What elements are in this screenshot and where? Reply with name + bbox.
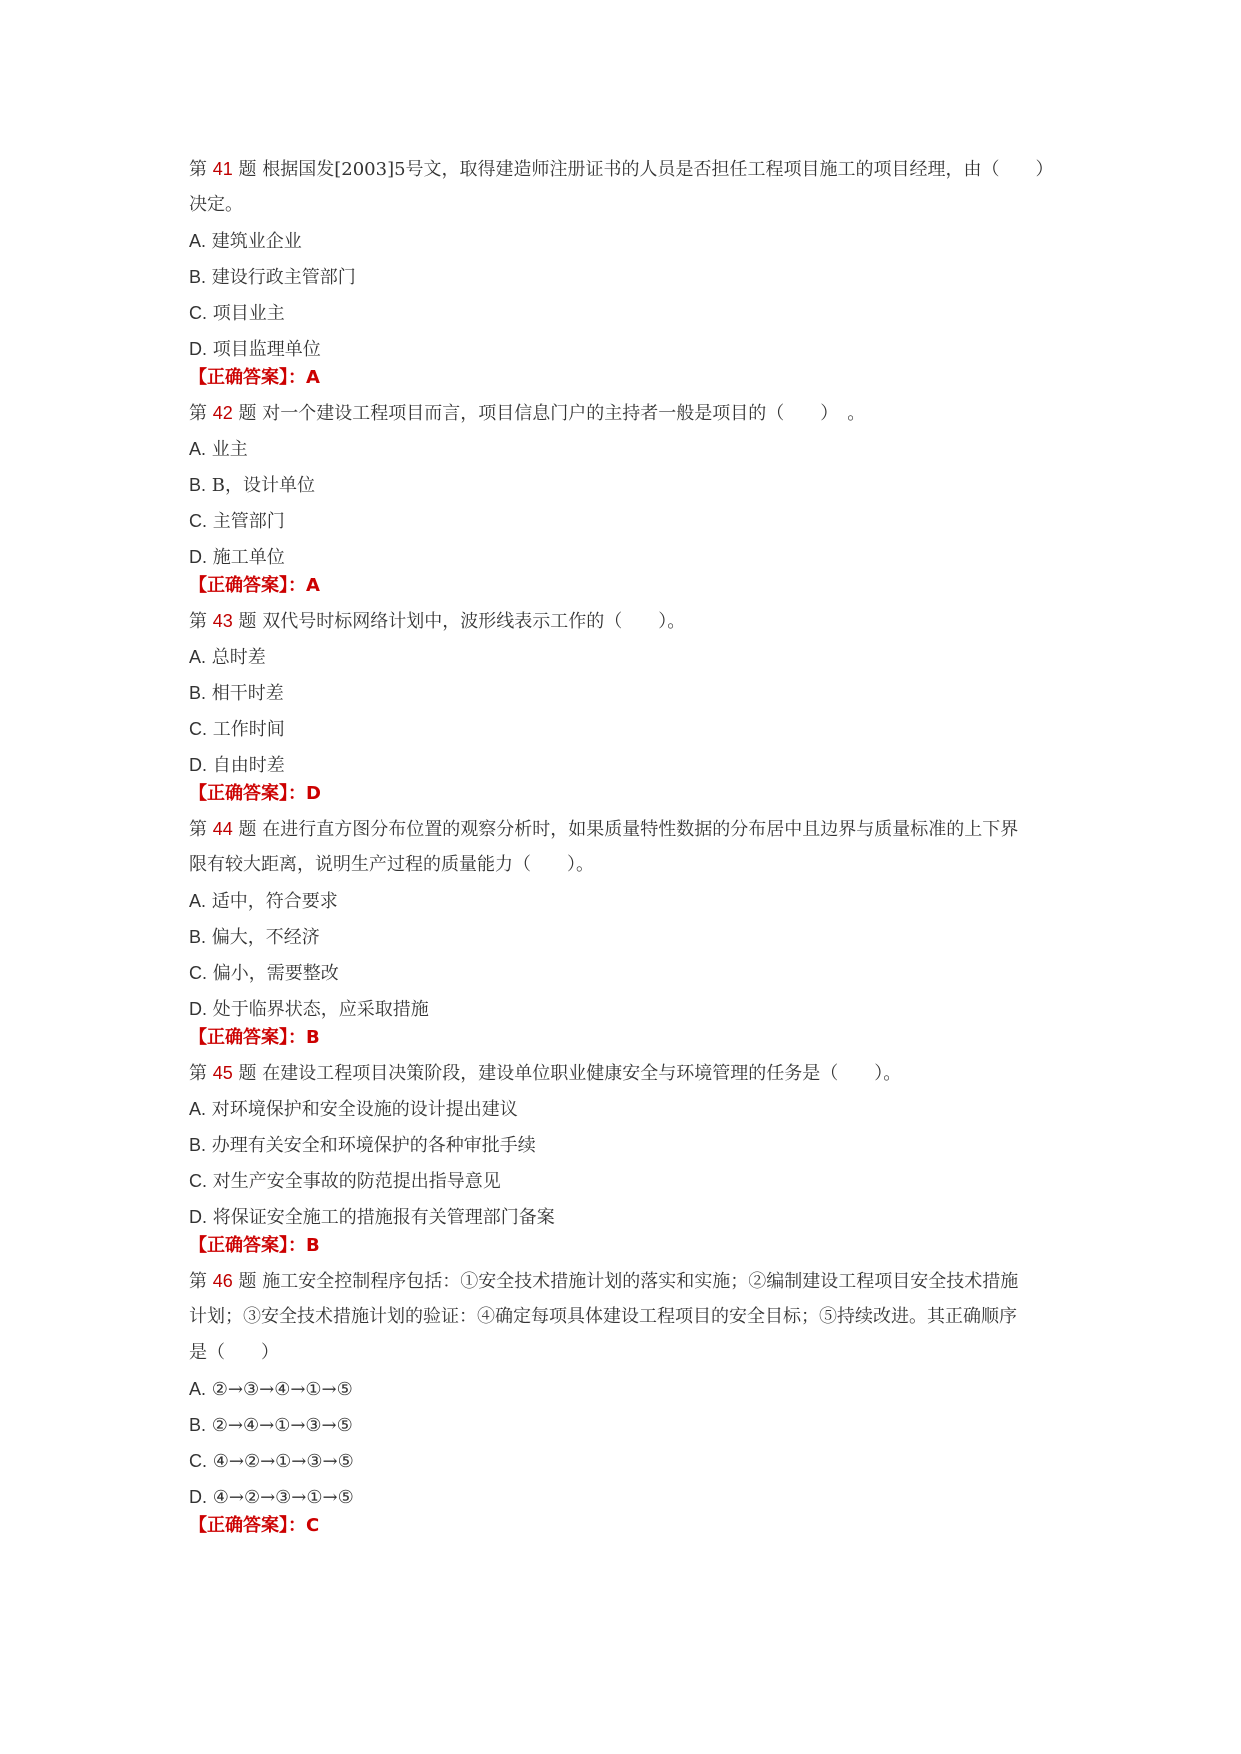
option-a: A. ②→③→④→①→⑤: [189, 1379, 353, 1400]
question-text: 在建设工程项目决策阶段，建设单位职业健康安全与环境管理的任务是（ ）。: [262, 1063, 902, 1084]
correct-answer: 【正确答案】：B: [189, 1027, 320, 1048]
question-number: 46: [212, 1271, 233, 1291]
option-d: D. 自由时差: [189, 755, 285, 776]
question-46: [189, 1269, 1059, 1538]
question-stem-line: 第 46 题 施工安全控制程序包括：①安全技术措施计划的落实和实施；②编制建设工程项目安全技术措施: [189, 1271, 1019, 1292]
question-stem-line: 第 41 题 根据国发[2003]5号文，取得建造师注册证书的人员是否担任工程项目施工的项目经理，由（ ）: [189, 159, 1054, 180]
question-stem-line: 是（ ）: [189, 1342, 279, 1363]
option-c: C. 项目业主: [189, 303, 285, 324]
question-text: 在进行直方图分布位置的观察分析时，如果质量特性数据的分布居中且边界与质量标准的上下界: [262, 819, 1019, 840]
question-stem-line: 限有较大距离，说明生产过程的质量能力（ ）。: [189, 854, 594, 875]
question-number: 41: [212, 159, 233, 179]
option-b: B. 建设行政主管部门: [189, 267, 356, 288]
question-text: 施工安全控制程序包括：①安全技术措施计划的落实和实施；②编制建设工程项目安全技术措施: [262, 1271, 1019, 1292]
question-45: [189, 1061, 1059, 1258]
question-stem-line: 第 43 题 双代号时标网络计划中，波形线表示工作的（ ）。: [189, 611, 686, 632]
option-c: C. 工作时间: [189, 719, 285, 740]
question-stem-line: 第 42 题 对一个建设工程项目而言，项目信息门户的主持者一般是项目的（ ） 。: [189, 403, 866, 424]
correct-answer: 【正确答案】：A: [189, 575, 320, 596]
correct-answer: 【正确答案】：A: [189, 367, 320, 388]
question-text: 根据国发[2003]5号文，取得建造师注册证书的人员是否担任工程项目施工的项目经理，由（ ）: [262, 159, 1054, 180]
question-number: 42: [212, 403, 233, 423]
question-stem-line: 第 44 题 在进行直方图分布位置的观察分析时，如果质量特性数据的分布居中且边界与质量标准的上下界: [189, 819, 1019, 840]
option-d: D. 施工单位: [189, 547, 285, 568]
question-number: 43: [212, 611, 233, 631]
option-b: B. 相干时差: [189, 683, 284, 704]
correct-answer: 【正确答案】：B: [189, 1235, 320, 1256]
option-a: A. 业主: [189, 439, 248, 460]
option-c: C. 对生产安全事故的防范提出指导意见: [189, 1171, 501, 1192]
option-d: D. 项目监理单位: [189, 339, 321, 360]
question-44: [189, 817, 1059, 1050]
option-a: A. 建筑业企业: [189, 231, 302, 252]
option-d: D. ④→②→③→①→⑤: [189, 1487, 354, 1508]
option-a: A. 对环境保护和安全设施的设计提出建议: [189, 1099, 518, 1120]
option-b: B. 办理有关安全和环境保护的各种审批手续: [189, 1135, 536, 1156]
question-stem-line: 第 45 题 在建设工程项目决策阶段，建设单位职业健康安全与环境管理的任务是（ ）。: [189, 1063, 902, 1084]
question-list: [189, 157, 1059, 1538]
option-d: D. 处于临界状态，应采取措施: [189, 999, 429, 1020]
option-c: C. ④→②→①→③→⑤: [189, 1451, 354, 1472]
option-c: C. 偏小，需要整改: [189, 963, 339, 984]
option-b: B. ②→④→①→③→⑤: [189, 1415, 353, 1436]
option-a: A. 适中，符合要求: [189, 891, 338, 912]
option-a: A. 总时差: [189, 647, 266, 668]
option-c: C. 主管部门: [189, 511, 285, 532]
correct-answer: 【正确答案】：C: [189, 1515, 320, 1536]
question-number: 45: [212, 1063, 233, 1083]
question-number: 44: [212, 819, 233, 839]
question-42: [189, 401, 1059, 598]
correct-answer: 【正确答案】：D: [189, 783, 321, 804]
question-stem-line: 决定。: [189, 194, 243, 215]
question-43: [189, 609, 1059, 806]
question-stem-line: 计划；③安全技术措施计划的验证：④确定每项具体建设工程项目的安全目标；⑤持续改进。其正确顺序: [189, 1306, 1017, 1327]
question-text: 对一个建设工程项目而言，项目信息门户的主持者一般是项目的（ ） 。: [262, 403, 866, 424]
question-41: [189, 157, 1059, 390]
option-b: B. B，设计单位: [189, 475, 315, 496]
option-d: D. 将保证安全施工的措施报有关管理部门备案: [189, 1207, 555, 1228]
option-b: B. 偏大，不经济: [189, 927, 320, 948]
question-text: 双代号时标网络计划中，波形线表示工作的（ ）。: [262, 611, 686, 632]
